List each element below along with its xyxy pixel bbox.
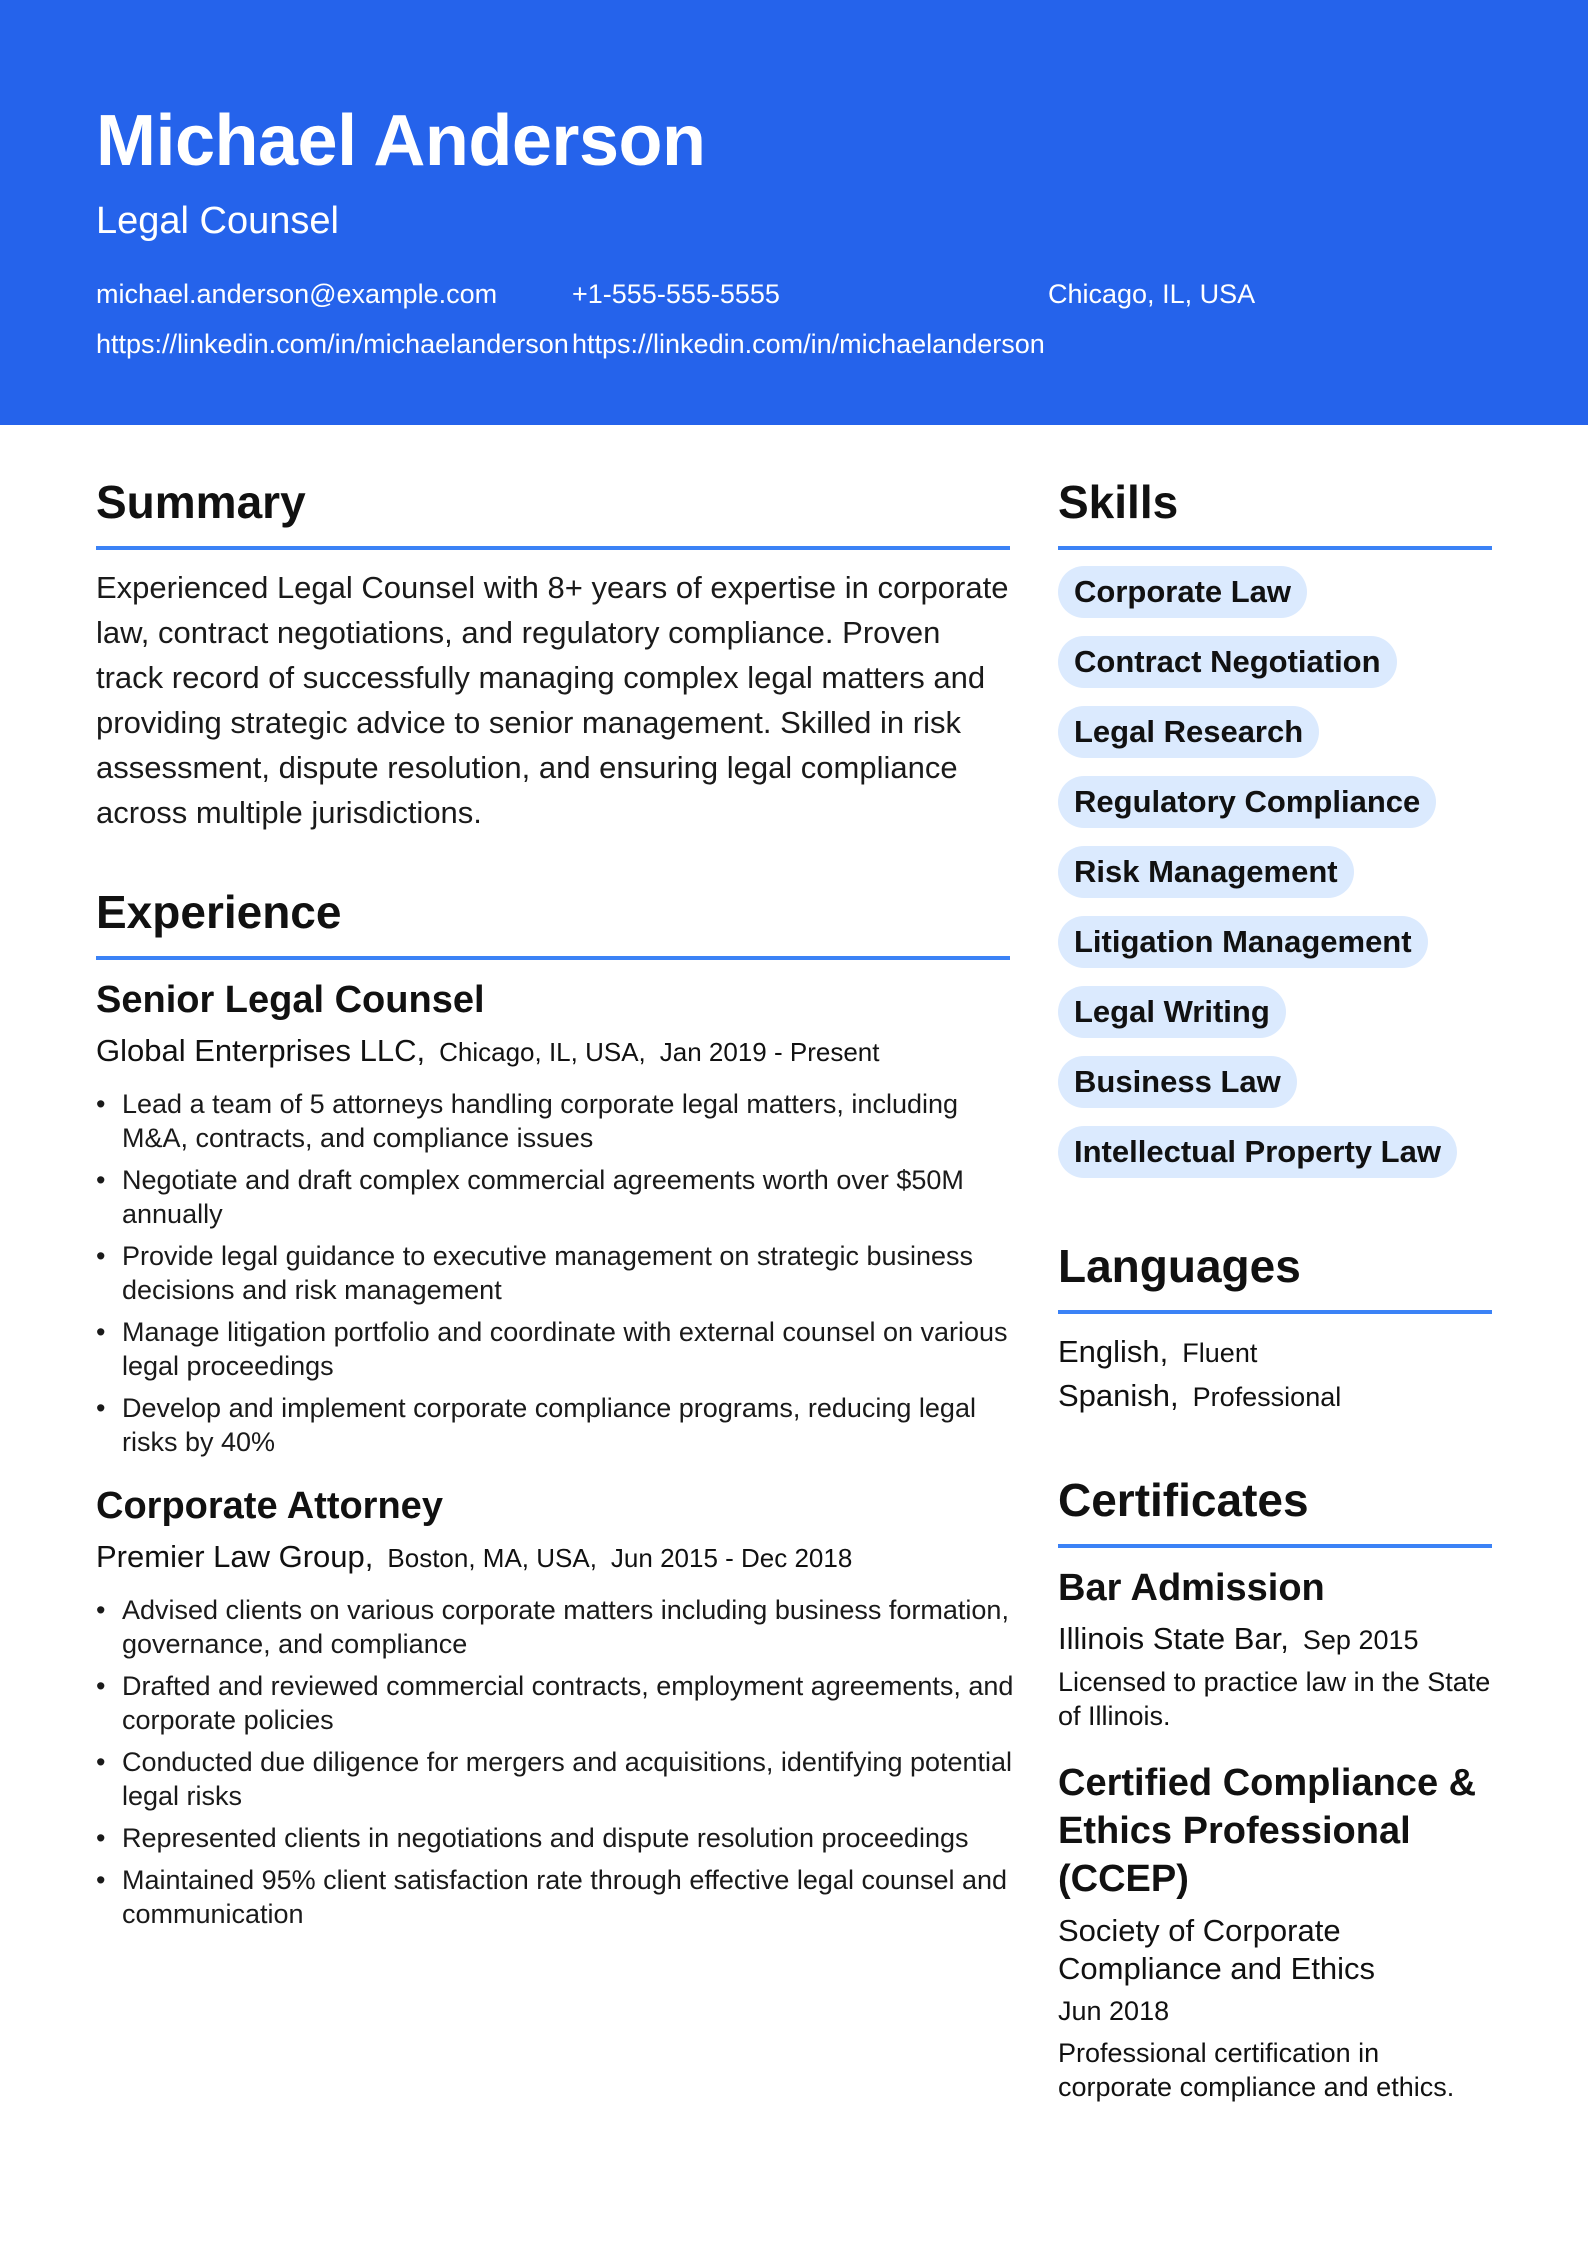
job-bullet-list xyxy=(96,1087,1016,1467)
job-meta xyxy=(96,1030,879,1073)
skill-pill: Regulatory Compliance xyxy=(1058,776,1436,828)
experience-divider xyxy=(96,956,1010,960)
skill-pill: Corporate Law xyxy=(1058,566,1307,618)
contact-location: Chicago, IL, USA xyxy=(1048,279,1256,309)
certificate-title: Bar Admission xyxy=(1058,1567,1325,1609)
certificate-date: Jun 2018 xyxy=(1058,1996,1170,2026)
job-title: Corporate Attorney xyxy=(96,1485,443,1527)
contact-phone[interactable]: +1-555-555-5555 xyxy=(572,279,780,309)
list-item: • Advised clients on various corporate matters including business formation, governance, and compliance xyxy=(96,1595,1009,1659)
list-item: • Negotiate and draft complex commercial agreements worth over $50M annually xyxy=(96,1165,964,1229)
certificate-date: Sep 2015 xyxy=(1302,1625,1419,1655)
contact-email[interactable]: michael.anderson@example.com xyxy=(96,279,498,309)
certificate-title: Certified Compliance & Ethics Professional (CCEP) xyxy=(1058,1762,1477,1900)
list-item: • Manage litigation portfolio and coordinate with external counsel on various legal proceedings xyxy=(96,1317,1008,1381)
skill-pill: Intellectual Property Law xyxy=(1058,1126,1457,1178)
job-company: Premier Law Group, xyxy=(96,1539,374,1574)
skill-pill: Legal Research xyxy=(1058,706,1319,758)
skill-pill: Contract Negotiation xyxy=(1058,636,1397,688)
languages-heading: Languages xyxy=(1058,1240,1301,1292)
resume-header xyxy=(0,0,1588,425)
job-location: Boston, MA, USA, xyxy=(387,1543,597,1573)
list-item: • Provide legal guidance to executive management on strategic business decisions and risk management xyxy=(96,1241,974,1305)
certificate-issuer: Illinois State Bar, xyxy=(1058,1621,1289,1656)
list-item: • Lead a team of 5 attorneys handling corporate legal matters, including M&A, contracts, and compliance issues xyxy=(96,1089,959,1153)
list-item: • Develop and implement corporate compliance programs, reducing legal risks by 40% xyxy=(96,1393,976,1457)
language-level: Professional xyxy=(1192,1382,1342,1412)
list-item: • Drafted and reviewed commercial contracts, employment agreements, and corporate policies xyxy=(96,1671,1014,1735)
contact-linkedin-link-secondary[interactable]: https://linkedin.com/in/michaelanderson xyxy=(572,329,1045,359)
job-location: Chicago, IL, USA, xyxy=(439,1037,646,1067)
certificate-description: Professional certification in corporate compliance and ethics. xyxy=(1058,2038,1455,2102)
list-item: • Maintained 95% client satisfaction rate through effective legal counsel and communication xyxy=(96,1865,1008,1929)
candidate-title: Legal Counsel xyxy=(96,200,339,242)
job-company: Global Enterprises LLC, xyxy=(96,1033,426,1068)
list-item: • Represented clients in negotiations and dispute resolution proceedings xyxy=(96,1823,969,1853)
job-bullet-list xyxy=(96,1593,1016,1939)
experience-heading: Experience xyxy=(96,886,342,938)
summary-heading: Summary xyxy=(96,476,306,528)
language-item xyxy=(1058,1374,1341,1419)
summary-divider xyxy=(96,546,1010,550)
contact-linkedin-link[interactable]: https://linkedin.com/in/michaelanderson xyxy=(96,329,569,359)
certificates-heading: Certificates xyxy=(1058,1474,1309,1526)
skill-pill: Legal Writing xyxy=(1058,986,1286,1038)
skills-divider xyxy=(1058,546,1492,550)
certificate-description: Licensed to practice law in the State of Illinois. xyxy=(1058,1667,1491,1731)
job-title: Senior Legal Counsel xyxy=(96,979,485,1021)
list-item: • Conducted due diligence for mergers and acquisitions, identifying potential legal risks xyxy=(96,1747,1013,1811)
language-name: Spanish, xyxy=(1058,1378,1179,1413)
certificates-divider xyxy=(1058,1544,1492,1548)
skill-pill: Business Law xyxy=(1058,1056,1297,1108)
summary-text: Experienced Legal Counsel with 8+ years of expertise in corporate law, contract negotiations, and regulatory compliance. Proven track record of successfully managing complex legal matters and providing strategic advice to senior management. Skilled in risk assessment, dispute resolution, and ensuring legal compliance across multiple jurisdictions. xyxy=(96,570,1009,830)
language-item xyxy=(1058,1330,1257,1375)
language-name: English, xyxy=(1058,1334,1169,1369)
certificate-issuer: Society of Corporate Compliance and Ethics xyxy=(1058,1913,1376,1986)
languages-divider xyxy=(1058,1310,1492,1314)
language-level: Fluent xyxy=(1182,1338,1258,1368)
skills-list xyxy=(1058,566,1498,1196)
certificate-issuer-line xyxy=(1058,1620,1498,1659)
job-meta xyxy=(96,1536,852,1579)
job-dates: Jan 2019 - Present xyxy=(659,1037,880,1067)
candidate-name: Michael Anderson xyxy=(96,101,706,181)
job-dates: Jun 2015 - Dec 2018 xyxy=(610,1543,853,1573)
skills-heading: Skills xyxy=(1058,476,1179,528)
skill-pill: Risk Management xyxy=(1058,846,1354,898)
skill-pill: Litigation Management xyxy=(1058,916,1428,968)
